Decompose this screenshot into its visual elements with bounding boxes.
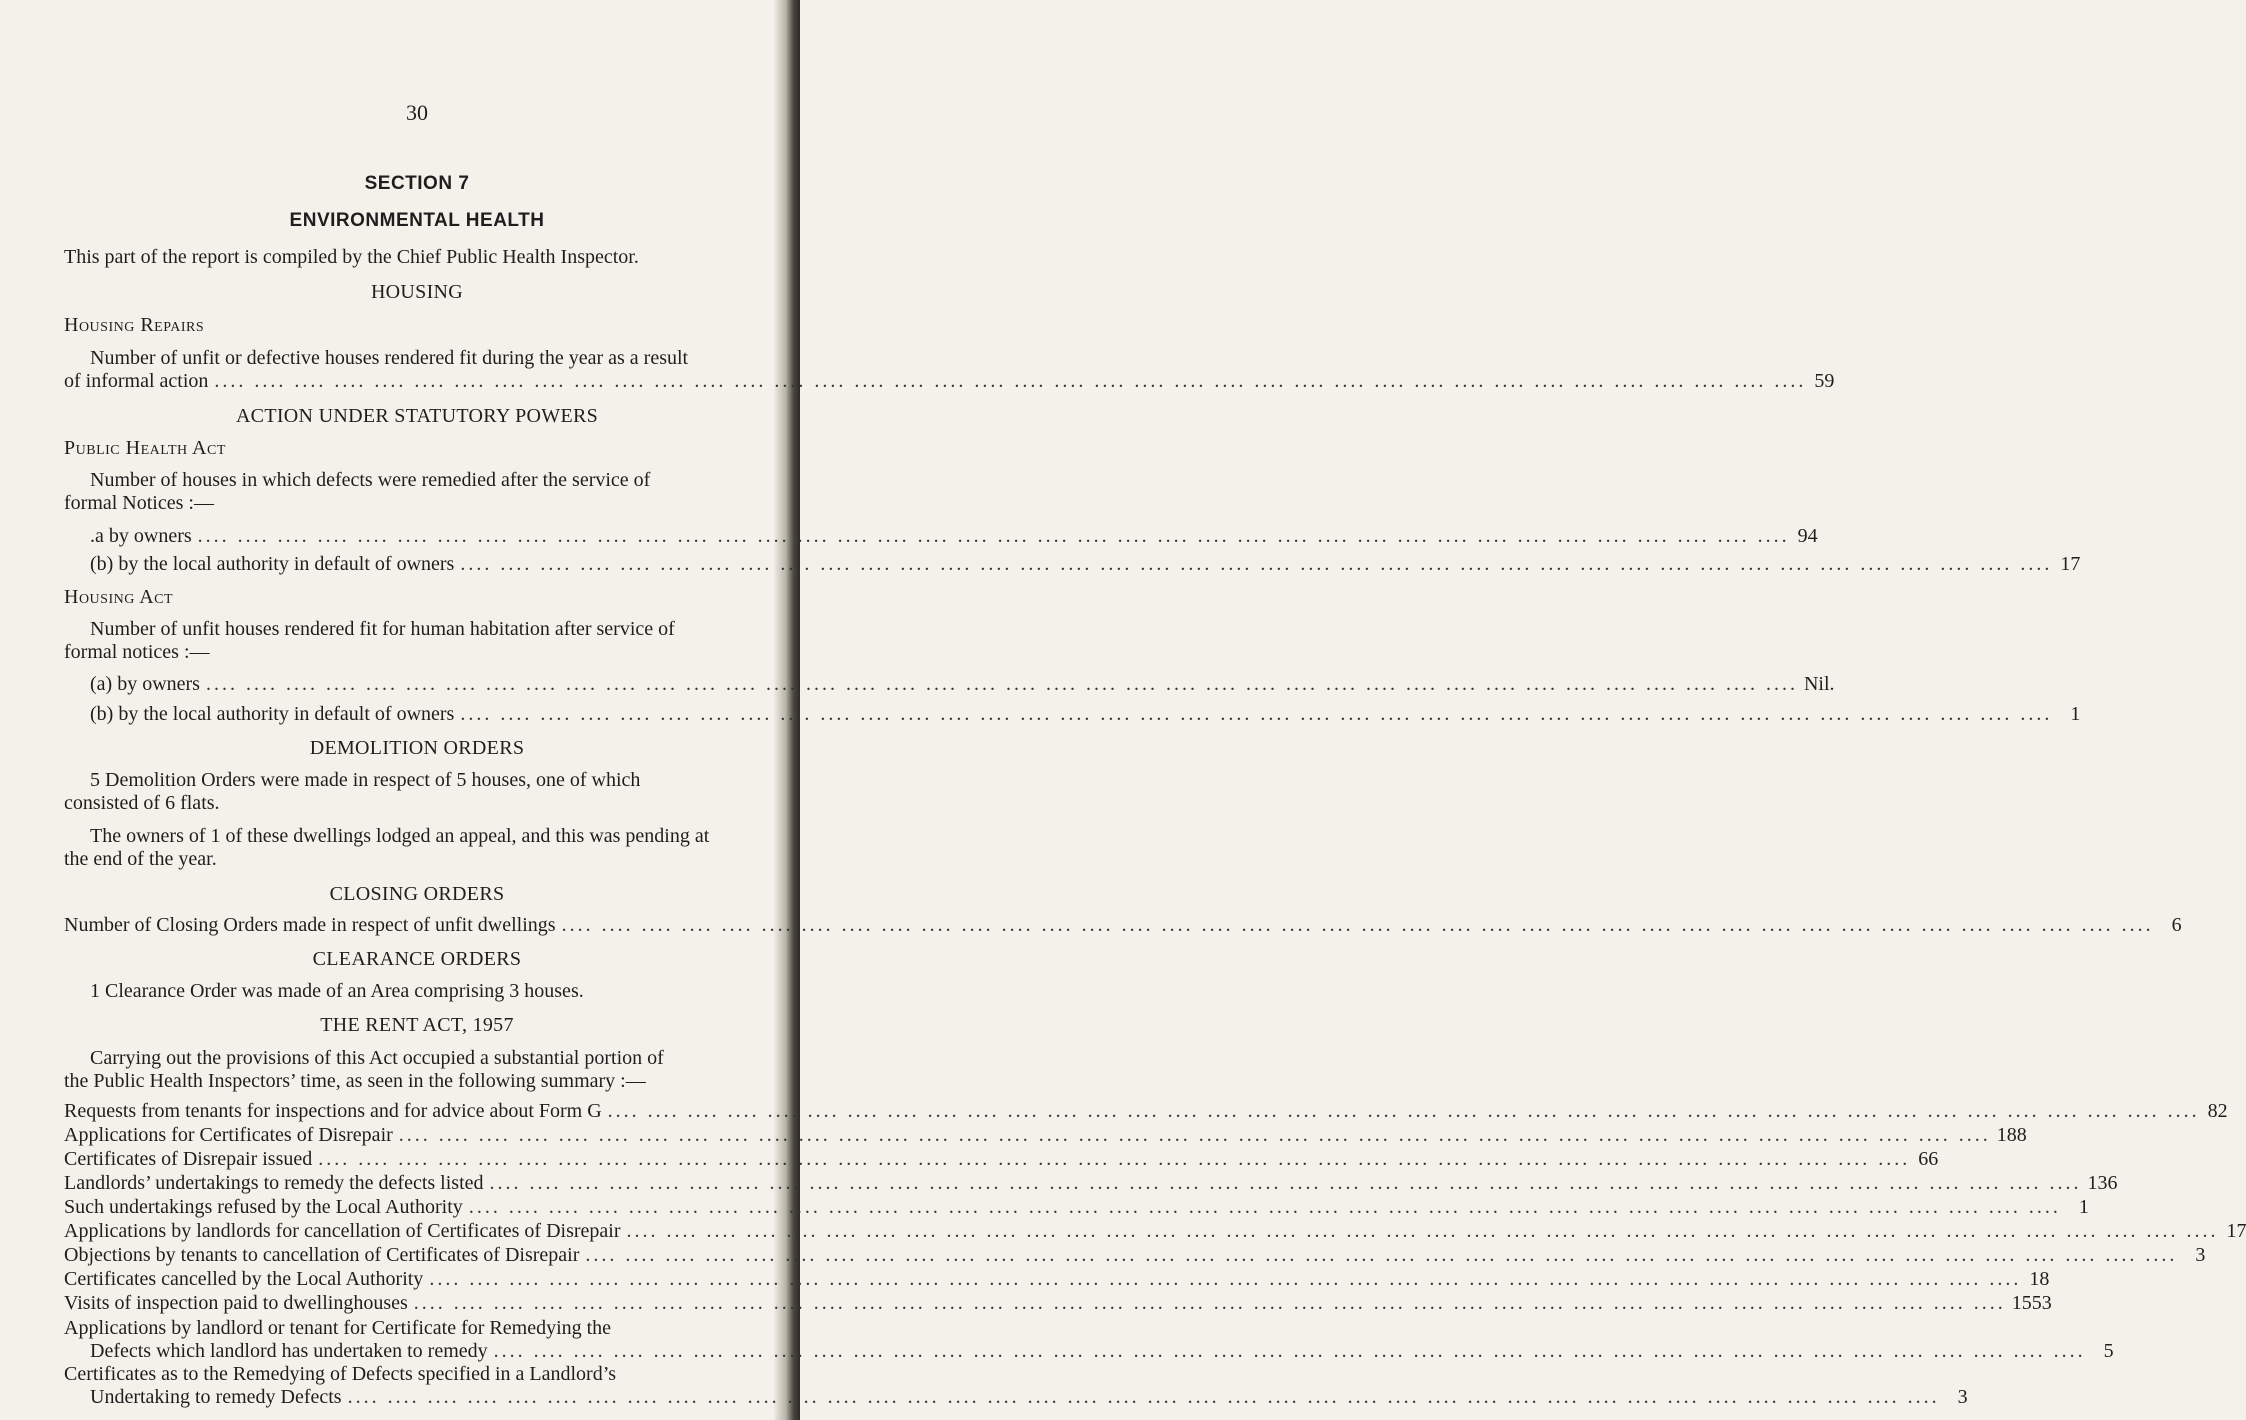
closing-value: 6: [2171, 914, 2182, 936]
ha-b-label: (b) by the local authority in default of owners: [90, 703, 455, 725]
certificates-row: [90, 1386, 1968, 1412]
pha-a-label: .a by owners: [90, 525, 192, 547]
list-item-value: 136: [2087, 1172, 2118, 1194]
list-item-label: Certificates cancelled by the Local Authority: [64, 1268, 424, 1290]
leader-dots: .... .... .... .... .... .... .... .... .... .... .... .... .... .... .... .... .... .... .... .... .... .... .... .... .... .... .... .... .... .... .... .... .... .... .... .... .... .... .... ....: [197, 525, 1790, 547]
list-item-value: 82: [2207, 1100, 2228, 1122]
list-item-label: Applications for Certificates of Disrepair: [64, 1124, 393, 1146]
list-item-value: 3: [2195, 1244, 2206, 1266]
repairs-value: 59: [1814, 370, 1835, 392]
statutory-heading: ACTION UNDER STATUTORY POWERS: [235, 405, 599, 427]
pha-a-value: 94: [1797, 525, 1818, 547]
pha-text: Number of houses in which defects were remedied after the service of: [90, 469, 651, 491]
demolition-text-2: consisted of 6 flats.: [64, 792, 220, 814]
list-item: [64, 1196, 2089, 1222]
pha-row-b: [90, 553, 2081, 579]
housing-act-heading: Housing Act: [64, 586, 174, 608]
list-item: [64, 1148, 1939, 1174]
intro-text: This part of the report is compiled by the Chief Public Health Inspector.: [64, 246, 639, 268]
list-item-label: Such undertakings refused by the Local Authority: [64, 1196, 463, 1218]
closing-row: [64, 914, 2182, 940]
list-item-value: 66: [1918, 1148, 1939, 1170]
list-item-value: 1: [2078, 1196, 2089, 1218]
list-item: [64, 1244, 2206, 1270]
ha-row-b: [90, 703, 2081, 729]
list-item: [64, 1292, 2052, 1318]
closing-heading: CLOSING ORDERS: [329, 883, 505, 905]
rent-act-intro-1: Carrying out the provisions of this Act occupied a substantial portion of: [90, 1047, 664, 1069]
clearance-text: 1 Clearance Order was made of an Area comprising 3 houses.: [90, 980, 584, 1002]
demolition-text-3: The owners of 1 of these dwellings lodged an appeal, and this was pending at: [90, 825, 710, 847]
leader-dots: .... .... .... .... .... .... .... .... .... .... .... .... .... .... .... .... .... .... .... .... .... .... .... .... .... .... .... .... .... .... .... .... .... .... .... .... .... .... .... ....: [347, 1386, 1940, 1408]
remedy-value: 5: [2103, 1340, 2114, 1362]
leader-dots: .... .... .... .... .... .... .... .... .... .... .... .... .... .... .... .... .... .... .... .... .... .... .... .... .... .... .... .... .... .... .... .... .... .... .... .... .... .... .... ....: [493, 1340, 2086, 1362]
pha-b-label: (b) by the local authority in default of owners: [90, 553, 455, 575]
ha-row-a: [90, 673, 1835, 699]
leader-dots: .... .... .... .... .... .... .... .... .... .... .... .... .... .... .... .... .... .... .... .... .... .... .... .... .... .... .... .... .... .... .... .... .... .... .... .... .... .... .... ....: [489, 1172, 2082, 1194]
list-item-label: Certificates of Disrepair issued: [64, 1148, 313, 1170]
remedy-label: Defects which landlord has undertaken to remedy: [90, 1340, 488, 1362]
ha-a-label: (a) by owners: [90, 673, 200, 695]
remedy-text-1: Applications by landlord or tenant for Certificate for Remedying the: [64, 1317, 612, 1339]
repairs-row: [64, 370, 1835, 396]
certificates-value: 3: [1957, 1386, 1968, 1408]
certificates-label: Undertaking to remedy Defects: [90, 1386, 342, 1408]
list-item: [64, 1124, 2027, 1150]
demolition-heading: DEMOLITION ORDERS: [309, 737, 525, 759]
ha-text-2: formal notices :—: [64, 641, 210, 663]
list-item-label: Requests from tenants for inspections and for advice about Form G: [64, 1100, 602, 1122]
list-item: [64, 1100, 2228, 1126]
certificates-text-1: Certificates as to the Remedying of Defects specified in a Landlord’s: [64, 1363, 617, 1385]
list-item: [64, 1172, 2118, 1198]
repairs-text: Number of unfit or defective houses rendered fit during the year as a result: [90, 347, 689, 369]
leader-dots: .... .... .... .... .... .... .... .... .... .... .... .... .... .... .... .... .... .... .... .... .... .... .... .... .... .... .... .... .... .... .... .... .... .... .... .... .... .... .... ....: [561, 914, 2154, 936]
rent-act-intro-2: the Public Health Inspectors’ time, as seen in the following summary :—: [64, 1070, 646, 1092]
list-item-value: 1553: [2011, 1292, 2052, 1314]
housing-repairs-heading: Housing Repairs: [64, 314, 205, 336]
public-health-act-heading: Public Health Act: [64, 437, 226, 459]
ha-text: Number of unfit houses rendered fit for human habitation after service of: [90, 618, 675, 640]
list-item-value: 18: [2029, 1268, 2050, 1290]
list-item-label: Objections by tenants to cancellation of Certificates of Disrepair: [64, 1244, 580, 1266]
list-item-label: Landlords’ undertakings to remedy the defects listed: [64, 1172, 484, 1194]
leader-dots: .... .... .... .... .... .... .... .... .... .... .... .... .... .... .... .... .... .... .... .... .... .... .... .... .... .... .... .... .... .... .... .... .... .... .... .... .... .... .... ....: [318, 1148, 1911, 1170]
repairs-label: of informal action: [64, 370, 209, 392]
leader-dots: .... .... .... .... .... .... .... .... .... .... .... .... .... .... .... .... .... .... .... .... .... .... .... .... .... .... .... .... .... .... .... .... .... .... .... .... .... .... .... ....: [585, 1244, 2178, 1266]
leader-dots: .... .... .... .... .... .... .... .... .... .... .... .... .... .... .... .... .... .... .... .... .... .... .... .... .... .... .... .... .... .... .... .... .... .... .... .... .... .... .... ....: [460, 703, 2053, 725]
clearance-heading: CLEARANCE ORDERS: [312, 948, 522, 970]
demolition-text-4: the end of the year.: [64, 848, 217, 870]
section-subtitle: ENVIRONMENTAL HEALTH: [289, 210, 545, 231]
demolition-text-1: 5 Demolition Orders were made in respect of 5 houses, one of which: [90, 769, 641, 791]
section-title: SECTION 7: [364, 173, 470, 194]
leader-dots: .... .... .... .... .... .... .... .... .... .... .... .... .... .... .... .... .... .... .... .... .... .... .... .... .... .... .... .... .... .... .... .... .... .... .... .... .... .... .... ....: [460, 553, 2053, 575]
list-item-label: Applications by landlords for cancellation of Certificates of Disrepair: [64, 1220, 621, 1242]
list-item: [64, 1220, 2246, 1246]
pha-text-2: formal Notices :—: [64, 492, 214, 514]
ha-a-value: Nil.: [1803, 673, 1835, 695]
leader-dots: .... .... .... .... .... .... .... .... .... .... .... .... .... .... .... .... .... .... .... .... .... .... .... .... .... .... .... .... .... .... .... .... .... .... .... .... .... .... .... ....: [626, 1220, 2219, 1242]
housing-heading: HOUSING: [370, 281, 464, 303]
closing-label: Number of Closing Orders made in respect of unfit dwellings: [64, 914, 556, 936]
page-number: 30: [406, 100, 428, 125]
leader-dots: .... .... .... .... .... .... .... .... .... .... .... .... .... .... .... .... .... .... .... .... .... .... .... .... .... .... .... .... .... .... .... .... .... .... .... .... .... .... .... ....: [607, 1100, 2200, 1122]
rent-act-heading: THE RENT ACT, 1957: [320, 1014, 514, 1036]
pha-b-value: 17: [2060, 553, 2081, 575]
ha-b-value: 1: [2070, 703, 2081, 725]
leader-dots: .... .... .... .... .... .... .... .... .... .... .... .... .... .... .... .... .... .... .... .... .... .... .... .... .... .... .... .... .... .... .... .... .... .... .... .... .... .... .... ....: [214, 370, 1807, 392]
pha-row-a: [90, 525, 1818, 551]
leader-dots: .... .... .... .... .... .... .... .... .... .... .... .... .... .... .... .... .... .... .... .... .... .... .... .... .... .... .... .... .... .... .... .... .... .... .... .... .... .... .... ....: [413, 1292, 2006, 1314]
leader-dots: .... .... .... .... .... .... .... .... .... .... .... .... .... .... .... .... .... .... .... .... .... .... .... .... .... .... .... .... .... .... .... .... .... .... .... .... .... .... .... ....: [468, 1196, 2061, 1218]
leader-dots: .... .... .... .... .... .... .... .... .... .... .... .... .... .... .... .... .... .... .... .... .... .... .... .... .... .... .... .... .... .... .... .... .... .... .... .... .... .... .... ....: [398, 1124, 1991, 1146]
leader-dots: .... .... .... .... .... .... .... .... .... .... .... .... .... .... .... .... .... .... .... .... .... .... .... .... .... .... .... .... .... .... .... .... .... .... .... .... .... .... .... ....: [429, 1268, 2022, 1290]
leader-dots: .... .... .... .... .... .... .... .... .... .... .... .... .... .... .... .... .... .... .... .... .... .... .... .... .... .... .... .... .... .... .... .... .... .... .... .... .... .... .... ....: [205, 673, 1798, 695]
list-item: [64, 1268, 2050, 1294]
list-item-label: Visits of inspection paid to dwellinghouses: [64, 1292, 408, 1314]
list-item-value: 188: [1996, 1124, 2027, 1146]
list-item-value: 17: [2226, 1220, 2246, 1242]
